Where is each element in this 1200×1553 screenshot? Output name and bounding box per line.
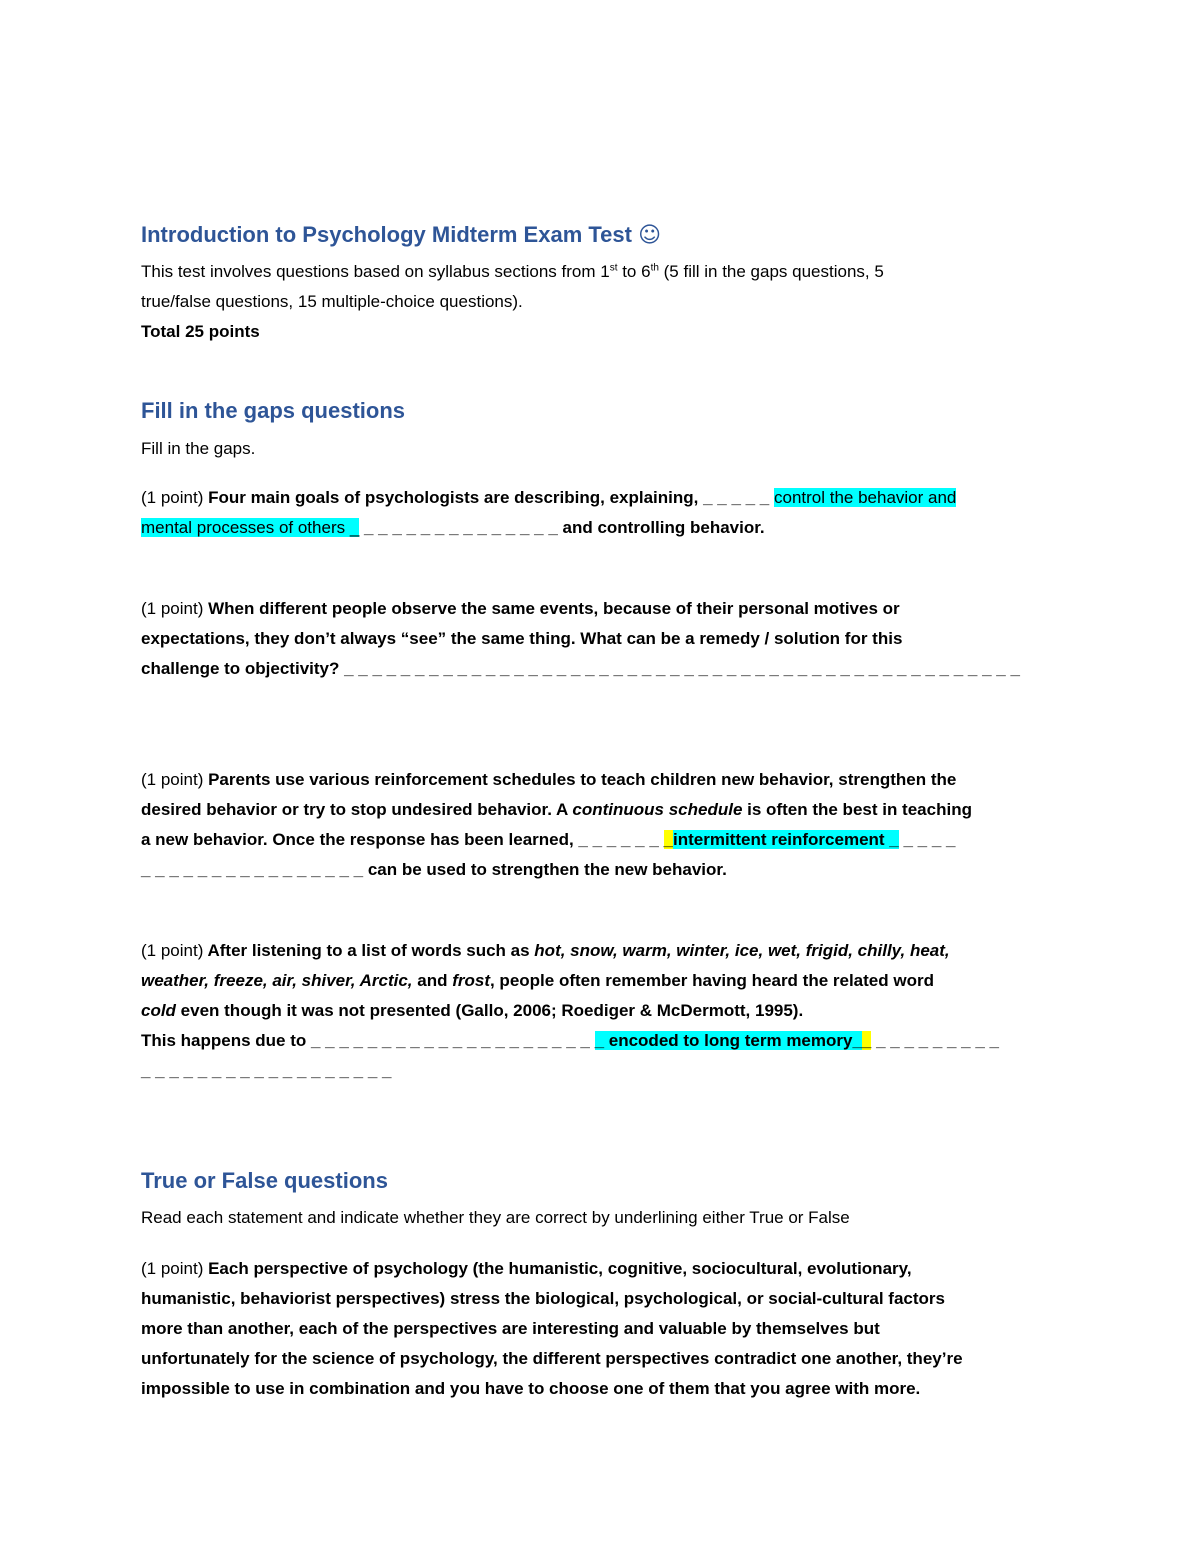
question-text: even though it was not presented (Gallo, 2006; Roediger & McDermott, 1995). bbox=[175, 1001, 804, 1020]
smiley-icon: ☺ bbox=[638, 223, 662, 248]
intro-text-b: to 6 bbox=[617, 262, 651, 281]
question-text: impossible to use in combination and you have to choose one of them that you agree with more. bbox=[141, 1379, 921, 1398]
question-text: unfortunately for the science of psychology, the different perspectives contradict one another, they’re bbox=[141, 1349, 963, 1368]
point-label: (1 point) bbox=[141, 1259, 204, 1278]
answer-blank[interactable]: challenge to objectivity? _ _ _ _ _ _ _ _ _ _ _ _ _ _ _ _ _ _ _ _ _ _ _ _ _ _ _ _ _ _ _ _ _ _ _ _ _ _ _ _ _ _ _ _ _ _ _ _ bbox=[141, 659, 1020, 678]
question-text: humanistic, behaviorist perspectives) stress the biological, psychological, or social-cultural factors bbox=[141, 1289, 945, 1308]
answer-blank: _ _ _ _ _ _ _ _ _ _ _ _ _ _ _ _ _ _ bbox=[141, 1061, 392, 1080]
italic-word-list: hot, snow, warm, winter, ice, wet, frigid, chilly, heat, bbox=[534, 941, 950, 960]
fill-instruction: Fill in the gaps. bbox=[141, 439, 256, 458]
answer-highlight[interactable]: mental processes of others _ bbox=[141, 518, 360, 537]
question-text: Parents use various reinforcement schedules to teach children new behavior, strengthen the bbox=[203, 770, 957, 789]
question-text: , people often remember having heard the related word bbox=[489, 971, 934, 990]
question-text: _ _ _ _ _ _ _ _ _ _ _ _ _ _ and controlling behavior. bbox=[359, 518, 765, 537]
answer-highlight[interactable]: intermittent reinforcement _ bbox=[672, 830, 899, 849]
answer-highlight[interactable]: control the behavior and bbox=[773, 488, 957, 507]
title-text: Introduction to Psychology Midterm Exam Test bbox=[141, 222, 632, 247]
intro-sup-2: th bbox=[650, 262, 659, 274]
question-text: Each perspective of psychology (the humanistic, cognitive, sociocultural, evolutionary, bbox=[203, 1259, 912, 1278]
yellow-highlight: _ bbox=[663, 830, 673, 849]
question-text: _ _ _ _ _ _ _ _ _ _ _ _ _ _ _ _ can be used to strengthen the new behavior. bbox=[141, 860, 727, 879]
tf-question-1 bbox=[141, 1254, 1061, 1404]
question-text: Four main goals of psychologists are describing, explaining, _ _ _ _ _ bbox=[203, 488, 770, 507]
question-text: and bbox=[412, 971, 453, 990]
intro-line-2: true/false questions, 15 multiple-choice questions). bbox=[141, 292, 523, 311]
answer-highlight[interactable]: _ encoded to long term memory_ bbox=[594, 1031, 862, 1050]
fill-question-2 bbox=[141, 594, 1061, 684]
tf-section-heading: True or False questions bbox=[141, 1168, 388, 1193]
yellow-highlight: _ bbox=[861, 1031, 872, 1050]
italic-word-list: weather, freeze, air, shiver, Arctic, bbox=[141, 971, 413, 990]
answer-blank: _ _ _ _ _ _ _ _ _ bbox=[871, 1031, 999, 1050]
italic-term: continuous schedule bbox=[572, 800, 743, 819]
question-text: is often the best in teaching bbox=[742, 800, 972, 819]
total-points: Total 25 points bbox=[141, 322, 260, 341]
fill-question-4 bbox=[141, 936, 1061, 1086]
question-text: After listening to a list of words such as bbox=[203, 941, 535, 960]
question-text: a new behavior. Once the response has been learned, _ _ _ _ _ _ bbox=[141, 830, 664, 849]
question-text: This happens due to _ _ _ _ _ _ _ _ _ _ _ _ _ _ _ _ _ _ _ _ bbox=[141, 1031, 595, 1050]
point-label: (1 point) bbox=[141, 599, 204, 618]
question-text: more than another, each of the perspectives are interesting and valuable by themselves but bbox=[141, 1319, 880, 1338]
tf-instruction: Read each statement and indicate whether they are correct by underlining either True or False bbox=[141, 1208, 850, 1227]
fill-question-3 bbox=[141, 765, 1061, 885]
page-title bbox=[141, 222, 1061, 248]
intro-sup-1: st bbox=[609, 262, 618, 274]
point-label: (1 point) bbox=[141, 941, 204, 960]
fill-section-heading: Fill in the gaps questions bbox=[141, 398, 406, 423]
question-text: When different people observe the same events, because of their personal motives or bbox=[203, 599, 900, 618]
point-label: (1 point) bbox=[141, 770, 204, 789]
italic-word: cold bbox=[141, 1001, 176, 1020]
question-text: desired behavior or try to stop undesired behavior. A bbox=[141, 800, 573, 819]
point-label: (1 point) bbox=[141, 488, 204, 507]
intro-text-a: This test involves questions based on syllabus sections from 1 bbox=[141, 262, 610, 281]
intro-paragraph bbox=[141, 257, 1061, 347]
question-text: expectations, they don’t always “see” the same thing. What can be a remedy / solution for this bbox=[141, 629, 903, 648]
italic-word: frost bbox=[452, 971, 490, 990]
answer-blank: _ _ _ _ bbox=[898, 830, 956, 849]
intro-text-c: (5 fill in the gaps questions, 5 bbox=[658, 262, 884, 281]
fill-question-1 bbox=[141, 483, 1061, 543]
